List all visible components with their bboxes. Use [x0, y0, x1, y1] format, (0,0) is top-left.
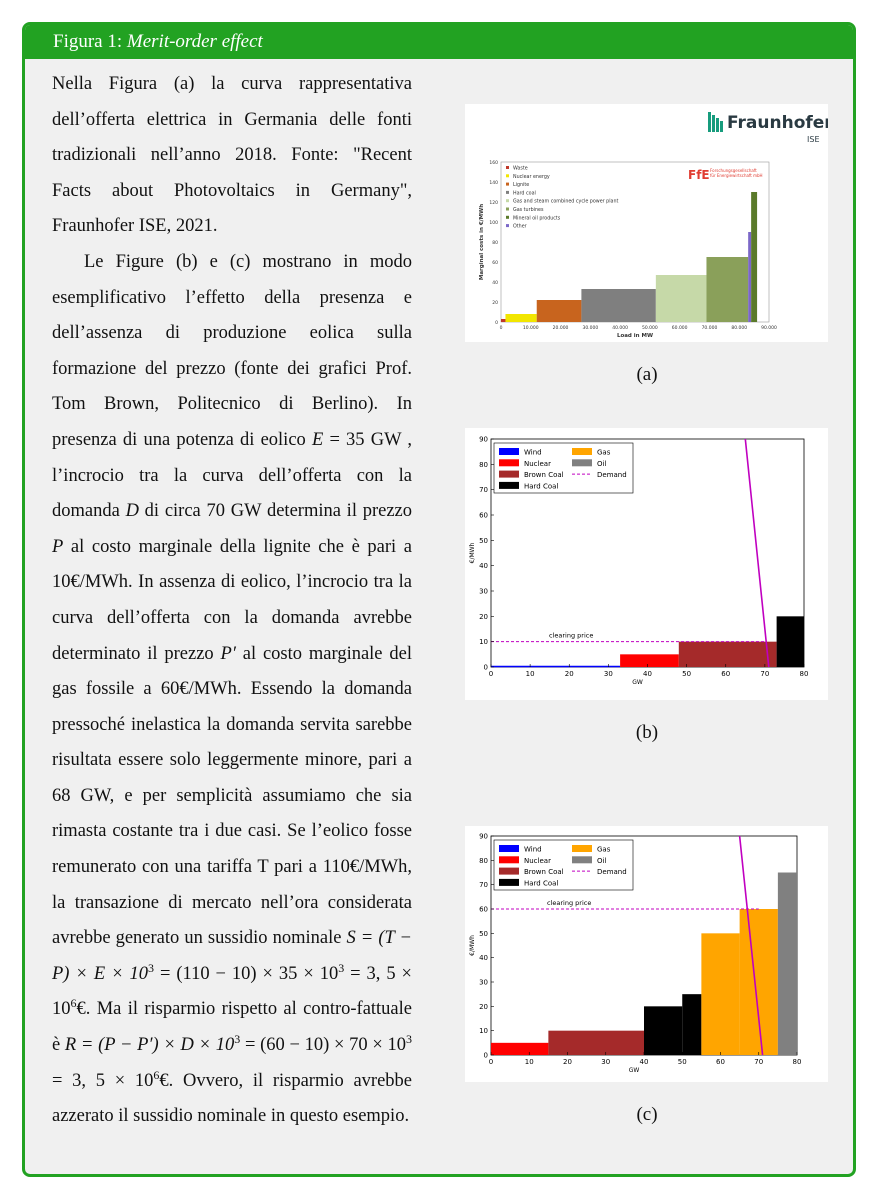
y-tick-label: 30	[479, 978, 488, 987]
y-tick-label: 50	[479, 929, 488, 938]
y-tick-label: 40	[479, 562, 488, 571]
legend-label: Wind	[524, 448, 542, 457]
legend-swatch	[572, 856, 592, 863]
caption-c: (c)	[636, 1104, 658, 1125]
legend-swatch	[506, 224, 509, 227]
y-tick-label: 60	[479, 905, 488, 914]
legend-label: Oil	[597, 856, 607, 865]
paragraph-1: Nella Figura (a) la curva rappresentativa dell’offerta elettrica in Germania delle fonti tradizionali nell’anno 2018. Fonte: "Recent Facts about Photovoltaics in Germany", Fraunhofer ISE, 2021.	[52, 74, 412, 237]
clearing-price-label: clearing price	[549, 631, 594, 640]
supply-bar	[620, 654, 679, 667]
y-tick-label: 140	[489, 181, 498, 186]
legend-swatch	[506, 191, 509, 194]
legend-label: Wind	[524, 845, 542, 854]
legend-label: Lignite	[513, 183, 530, 189]
legend-swatch	[506, 166, 509, 169]
x-tick-label: 40	[643, 670, 652, 678]
y-tick-label: 90	[479, 832, 488, 841]
y-tick-label: 70	[479, 486, 488, 495]
supply-bar	[701, 933, 739, 1055]
x-tick-label: 70.000	[701, 326, 718, 331]
y-tick-label: 20	[479, 612, 488, 621]
equation-s: S = (T − P) × E × 10	[52, 928, 412, 984]
logo-stripe	[716, 118, 719, 132]
legend-label: Demand	[597, 471, 627, 480]
chart-a-panel	[465, 104, 828, 342]
supply-segment	[656, 275, 707, 322]
x-tick-label: 60.000	[671, 326, 688, 331]
legend-swatch	[506, 183, 509, 186]
x-tick-label: 10	[525, 670, 535, 678]
y-tick-label: 40	[492, 281, 498, 286]
x-tick-label: 0	[499, 326, 503, 331]
x-tick-label: 80.000	[731, 326, 748, 331]
chart-c-panel	[465, 826, 828, 1082]
legend-swatch	[499, 868, 519, 875]
paragraph-2: Le Figure (b) e (c) mostrano in modo esemplificativo l’effetto della presenza e dell’assenza di produzione eolica sulla formazione del prezzo (fonte dei grafici Prof. Tom Brown, Politecnico di Berlino). In presenza di una potenza di eolico E = 35 GW , l’incrocio tra la curva dell’offerta con la domanda D di circa 70 GW determina il prezzo P al costo marginale della lignite che è pari a 10€/MWh. In assenza di eolico, l’incrocio tra la curva dell’offerta con la domanda avrebbe determinato il prezzo P′ al costo marginale del gas fossile a 60€/MWh. Essendo la domanda pressoché inelastica la domanda servita sarebbe risultata essere solo leggermente minore, pari a 68 GW, e per semplicità assumiamo che sia rimasta costante tra i due casi. Se l’eolico fosse remunerato con una tariffa T pari a 110€/MWh, la transazione di mercato nell’ora considerata avrebbe generato un sussidio nominale $S = (T - P) \times E \times 10^3 = (110 - 10) \times 35 \times 10^3 = 3$, $5 \times 10^6€$. Ma il risparmio rispetto al contro-fattuale è $R = (P - P') \times D \times 10^3 = (60 - 10) \times 70 \times 10^3 = 3$, $5 \times 10^6€$. Ovvero, il risparmio avrebbe azzerato il sussidio nominale in questo esempio.	[52, 251, 412, 1127]
legend-swatch	[506, 199, 509, 202]
legend-swatch	[572, 845, 592, 852]
logo-stripe	[712, 115, 715, 132]
y-tick-label: 0	[483, 1051, 488, 1060]
chart-b-panel	[465, 428, 828, 700]
legend-label: Waste	[513, 166, 528, 172]
supply-bar	[679, 642, 777, 667]
ffe-text: Forschungsgesellschaft	[710, 168, 757, 173]
legend-label: Nuclear	[524, 459, 551, 468]
chart-b	[465, 428, 828, 700]
supply-segment	[706, 257, 748, 322]
x-tick-label: 90.000	[761, 326, 777, 331]
legend-swatch	[499, 459, 519, 466]
figure-label: Figura 1:	[53, 31, 123, 52]
y-axis-label: €/MWh	[469, 935, 476, 956]
legend-swatch	[499, 845, 519, 852]
figure-title: Merit-order effect	[126, 31, 263, 52]
legend-label: Other	[513, 224, 527, 230]
legend-label: Hard Coal	[524, 482, 559, 491]
caption-a: (a)	[636, 364, 658, 385]
legend-label: Brown Coal	[524, 868, 564, 877]
legend-label: Hard coal	[513, 191, 536, 197]
x-tick-label: 0	[488, 1058, 494, 1066]
x-tick-label: 60	[721, 670, 731, 678]
x-tick-label: 80	[792, 1058, 802, 1066]
y-tick-label: 10	[479, 638, 488, 647]
x-tick-label: 20.000	[552, 326, 569, 331]
supply-segment	[751, 192, 757, 322]
y-tick-label: 70	[479, 881, 488, 890]
legend-swatch	[506, 208, 509, 211]
logo-text: Fraunhofer	[727, 113, 828, 133]
x-tick-label: 30	[603, 670, 613, 678]
x-axis-label: Load in MW	[616, 333, 654, 339]
legend-label: Brown Coal	[524, 471, 564, 480]
y-tick-label: 60	[492, 261, 498, 266]
legend-label: Gas and steam combined cycle power plant	[513, 199, 619, 205]
legend-label: Nuclear energy	[513, 174, 550, 180]
figure-header	[25, 25, 853, 59]
legend-swatch	[572, 448, 592, 455]
legend-label: Hard Coal	[524, 879, 559, 888]
y-tick-label: 100	[489, 221, 498, 226]
equation-r: R = (P − P′) × D × 10	[64, 1035, 235, 1056]
x-tick-label: 10	[524, 1058, 534, 1066]
logo-stripe	[720, 121, 723, 132]
supply-bar	[777, 616, 804, 667]
y-axis-label: Marginal costs in €/MWh	[479, 203, 485, 281]
legend-label: Mineral oil products	[513, 216, 561, 222]
ffe-text: für Energiewirtschaft mbH	[710, 173, 763, 178]
clearing-price-label: clearing price	[547, 899, 592, 907]
legend-swatch	[506, 216, 509, 219]
chart-c	[465, 826, 828, 1082]
y-tick-label: 20	[492, 301, 498, 306]
legend-swatch	[499, 879, 519, 886]
y-tick-label: 40	[479, 954, 488, 963]
legend-label: Demand	[597, 868, 627, 877]
x-tick-label: 0	[488, 670, 494, 678]
y-tick-label: 80	[492, 241, 498, 246]
ffe-badge: FfE	[688, 168, 710, 182]
x-tick-label: 20	[563, 1058, 572, 1066]
x-tick-label: 10.000	[522, 326, 539, 331]
supply-segment	[748, 232, 751, 322]
legend-swatch	[499, 471, 519, 478]
legend-swatch	[499, 448, 519, 455]
x-tick-label: 50	[677, 1058, 687, 1066]
x-tick-label: 70	[754, 1058, 764, 1066]
supply-bar	[778, 873, 797, 1056]
x-axis-label: GW	[632, 679, 643, 686]
y-tick-label: 20	[479, 1002, 488, 1011]
legend-label: Oil	[597, 459, 607, 468]
supply-segment	[501, 319, 505, 322]
supply-bar	[740, 909, 778, 1055]
y-tick-label: 80	[479, 856, 488, 865]
legend-swatch	[572, 459, 592, 466]
x-axis-label: GW	[628, 1067, 640, 1074]
supply-bar	[548, 1031, 644, 1055]
supply-segment	[505, 314, 536, 322]
supply-bar	[491, 1043, 548, 1055]
y-tick-label: 80	[479, 460, 488, 469]
legend-swatch	[499, 482, 519, 489]
caption-b: (b)	[635, 722, 659, 743]
supply-bar	[644, 1006, 682, 1055]
legend-swatch	[506, 174, 509, 177]
x-tick-label: 30	[601, 1058, 611, 1066]
y-tick-label: 90	[479, 435, 488, 444]
x-tick-label: 40.000	[612, 326, 628, 331]
y-tick-label: 120	[489, 201, 498, 206]
x-tick-label: 50.000	[642, 326, 658, 331]
y-tick-label: 50	[479, 536, 488, 545]
y-tick-label: 60	[479, 511, 488, 520]
x-tick-label: 30.000	[582, 326, 599, 331]
legend-label: Gas	[597, 845, 611, 854]
x-tick-label: 80	[799, 670, 809, 678]
y-tick-label: 10	[479, 1027, 488, 1036]
y-axis-label: €/MWh	[469, 542, 476, 564]
legend-label: Gas	[597, 448, 611, 457]
supply-segment	[581, 289, 655, 322]
x-tick-label: 70	[760, 670, 770, 678]
x-tick-label: 40	[639, 1058, 649, 1066]
legend-label: Gas turbines	[513, 208, 544, 213]
x-tick-label: 60	[716, 1058, 725, 1066]
legend-swatch	[499, 856, 519, 863]
logo-stripe	[708, 112, 711, 132]
x-tick-label: 20	[564, 670, 574, 678]
y-tick-label: 0	[495, 321, 498, 326]
body-text	[52, 67, 412, 1135]
chart-a	[465, 104, 828, 342]
y-tick-label: 160	[489, 161, 498, 166]
x-tick-label: 50	[682, 670, 692, 678]
fraunhofer-logo	[708, 112, 723, 132]
legend-label: Nuclear	[524, 856, 551, 865]
supply-segment	[537, 300, 582, 322]
y-tick-label: 0	[483, 663, 488, 672]
logo-sub: ISE	[807, 135, 820, 144]
y-tick-label: 30	[479, 587, 488, 596]
supply-bar	[682, 994, 701, 1055]
